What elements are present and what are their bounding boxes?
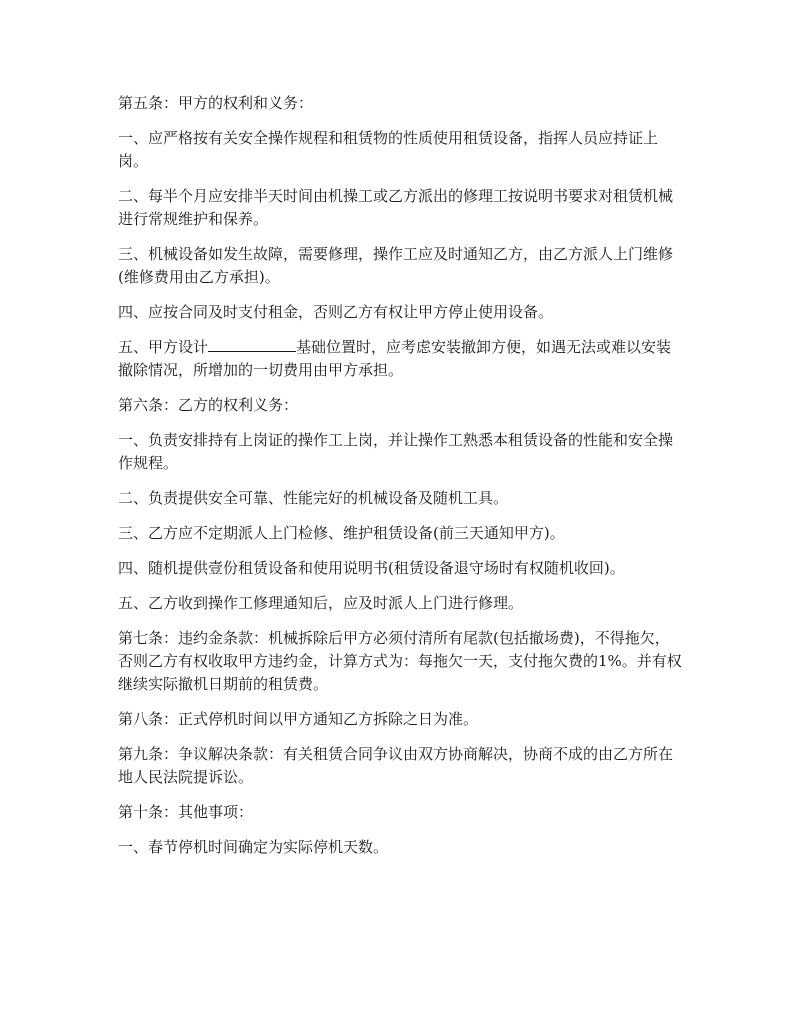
article-5-item-2: 二、每半个月应安排半天时间由机操工或乙方派出的修理工按说明书要求对租赁机械进行常规维护和保养。 <box>118 187 674 228</box>
article-10-heading: 第十条：其他事项： <box>118 803 254 821</box>
article-5-item-5 <box>118 336 684 382</box>
article-7-penalty: 第七条：违约金条款：机械拆除后甲方必须付清所有尾款(包括撤场费)，不得拖欠，否则乙方有权收取甲方违约金，计算方式为：每拖欠一天，支付拖欠费的1%。并有权继续实际撤机日期前的租赁费。 <box>118 629 682 693</box>
article-9-disputes: 第九条：争议解决条款：有关租赁合同争议由双方协商解决，协商不成的由乙方所在地人民法院提诉讼。 <box>118 745 674 786</box>
article-6-item-1: 一、负责安排持有上岗证的操作工上岗，并让操作工熟悉本租赁设备的性能和安全操作规程。 <box>118 431 674 472</box>
article-6-item-4: 四、随机提供壹份租赁设备和使用说明书(租赁设备退守场时有权随机收回)。 <box>118 559 625 577</box>
article-10-item-1: 一、春节停机时间确定为实际停机天数。 <box>118 838 389 856</box>
article-5-heading: 第五条：甲方的权利和义务： <box>118 94 314 112</box>
article-8-stop-time: 第八条：正式停机时间以甲方通知乙方拆除之日为准。 <box>118 710 479 728</box>
article-6-item-5: 五、乙方收到操作工修理通知后，应及时派人上门进行修理。 <box>118 594 524 612</box>
article-6-item-3: 三、乙方应不定期派人上门检修、维护租赁设备(前三天通知甲方)。 <box>118 524 565 542</box>
item-5-text-before: 五、甲方设计 <box>118 338 209 356</box>
article-5-item-3: 三、机械设备如发生故障，需要修理，操作工应及时通知乙方，由乙方派人上门维修(维修费用由乙方承担)。 <box>118 245 674 286</box>
article-6-heading: 第六条：乙方的权利义务： <box>118 396 299 414</box>
item-5-text-after: 基础位置时，应考虑安装撤卸方便，如遇无法或难以安装撤除情况，所增加的一切费用由甲方承担。 <box>118 338 672 379</box>
fill-in-blank <box>208 337 296 352</box>
article-5-item-1: 一、应严格按有关安全操作规程和租赁物的性质使用租赁设备，指挥人员应持证上岗。 <box>118 129 659 170</box>
article-6-item-2: 二、负责提供安全可靠、性能完好的机械设备及随机工具。 <box>118 489 509 507</box>
article-5-item-4: 四、应按合同及时支付租金，否则乙方有权让甲方停止使用设备。 <box>118 303 554 321</box>
contract-text <box>118 92 684 871</box>
